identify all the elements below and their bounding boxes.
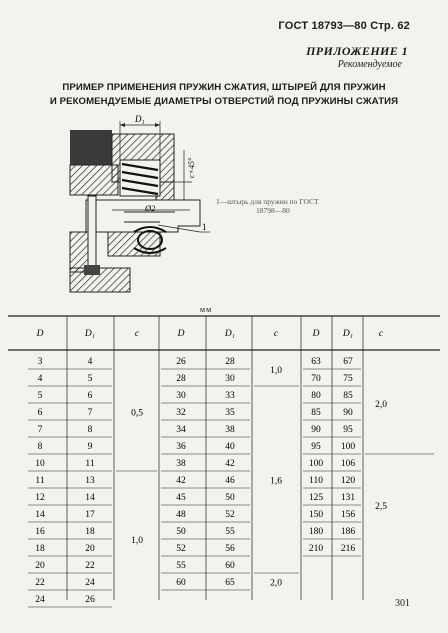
cell-d: 7	[37, 425, 43, 435]
dim-pin-label: Ø2	[145, 203, 156, 213]
cell-d1: 7	[87, 408, 93, 418]
chamfer-label: c×45°	[187, 157, 196, 178]
cell-d1: 90	[343, 408, 353, 418]
cell-d1: 35	[225, 408, 235, 418]
table-header-cell: D₁	[84, 329, 96, 339]
table-header-cell: c	[378, 329, 384, 339]
cell-d1: 40	[225, 442, 235, 452]
cell-d: 22	[35, 578, 45, 588]
cell-d: 28	[176, 374, 186, 384]
cell-c: 1,0	[270, 366, 282, 376]
cell-c: 1,6	[270, 476, 282, 487]
cell-d1: 33	[225, 391, 235, 401]
cell-d: 125	[308, 493, 324, 503]
cell-d: 95	[311, 442, 321, 452]
cell-d1: 20	[85, 544, 95, 554]
table-header-cell: D	[177, 329, 185, 339]
cell-d: 20	[35, 561, 45, 571]
cell-d: 45	[176, 493, 186, 503]
cell-d: 80	[311, 391, 321, 401]
cell-d: 52	[176, 544, 186, 554]
cell-d1: 8	[87, 425, 93, 435]
cell-d: 34	[176, 425, 186, 435]
cell-d1: 5	[87, 374, 93, 384]
cell-d: 210	[308, 544, 324, 554]
cell-d1: 6	[87, 391, 93, 401]
cell-d1: 65	[225, 578, 235, 588]
cell-d: 32	[176, 408, 186, 418]
cell-d: 26	[176, 357, 186, 367]
cell-d: 63	[311, 357, 321, 367]
cell-d1: 120	[340, 476, 356, 486]
cell-d1: 13	[85, 476, 95, 486]
cell-d1: 50	[225, 493, 235, 503]
cell-d: 36	[176, 442, 186, 452]
cell-d1: 11	[85, 459, 95, 469]
cell-d1: 216	[340, 544, 356, 554]
cell-d: 12	[35, 493, 45, 503]
callout-note-line-1: 1—штырь для пружин по ГОСТ	[216, 197, 319, 206]
cell-c: 2,0	[270, 578, 282, 589]
cell-d1: 30	[225, 374, 235, 384]
appendix-subtitle: Рекомендуемое	[337, 59, 402, 70]
title-line-1: ПРИМЕР ПРИМЕНЕНИЯ ПРУЖИН СЖАТИЯ, ШТЫРЕЙ ДЛЯ ПРУЖИН	[62, 82, 386, 93]
cell-d: 85	[311, 408, 321, 418]
cell-d: 180	[308, 527, 324, 537]
cell-d: 55	[176, 561, 186, 571]
cell-d: 10	[35, 459, 45, 469]
cell-d1: 4	[87, 357, 93, 367]
cell-d: 18	[35, 544, 45, 554]
cell-d: 38	[176, 459, 186, 469]
cell-d1: 52	[225, 510, 235, 520]
cell-d1: 22	[85, 561, 95, 571]
table-grid	[8, 316, 440, 607]
cell-d1: 60	[225, 561, 235, 571]
table-header-cell: D₁	[342, 329, 354, 339]
cell-d1: 95	[343, 425, 353, 435]
header-standard: ГОСТ 18793—80 Стр. 62	[278, 20, 410, 32]
callout-number: 1	[202, 222, 207, 232]
cell-c: 1,0	[131, 536, 143, 546]
cell-d: 24	[35, 595, 45, 605]
cell-d1: 24	[85, 578, 95, 588]
cell-d: 11	[35, 476, 45, 486]
cell-d: 50	[176, 527, 186, 537]
cell-d1: 85	[343, 391, 353, 401]
cell-d1: 9	[87, 442, 93, 452]
cell-d: 4	[37, 374, 43, 384]
table-cells	[35, 329, 387, 605]
cell-d: 60	[176, 578, 186, 588]
table-header-cell: c	[134, 329, 140, 339]
cell-d: 90	[311, 425, 321, 435]
cell-d1: 14	[85, 493, 95, 503]
cell-d: 30	[176, 391, 186, 401]
table-header-cell: c	[273, 329, 279, 339]
cell-d: 16	[35, 527, 45, 537]
appendix-title: ПРИЛОЖЕНИЕ 1	[306, 44, 408, 58]
cell-d1: 186	[340, 527, 356, 537]
cell-d1: 26	[85, 595, 95, 605]
cell-d1: 17	[85, 510, 95, 520]
cell-d1: 75	[343, 374, 353, 384]
cell-c: 2,0	[375, 400, 387, 410]
cell-d: 5	[37, 391, 43, 401]
cell-d1: 18	[85, 527, 95, 537]
title-line-2: И РЕКОМЕНДУЕМЫЕ ДИАМЕТРЫ ОТВЕРСТИЙ ПОД ПРУЖИНЫ СЖАТИЯ	[49, 96, 399, 107]
cell-d: 14	[35, 510, 45, 520]
table-header-cell: D₁	[224, 329, 236, 339]
table-header-cell: D	[36, 329, 44, 339]
dim-d1-label: D₁	[135, 114, 145, 124]
cell-d: 48	[176, 510, 186, 520]
cell-d: 6	[37, 408, 43, 418]
cell-d: 8	[37, 442, 43, 452]
cell-d: 100	[308, 459, 324, 469]
cell-d: 150	[308, 510, 324, 520]
cell-c: 2,5	[375, 502, 387, 512]
cell-d1: 100	[340, 442, 356, 452]
cell-d: 42	[176, 476, 186, 486]
cell-d1: 67	[343, 357, 353, 367]
unit-label: мм	[200, 305, 213, 314]
cell-d: 110	[309, 476, 323, 486]
cell-c: 0,5	[131, 408, 143, 419]
cell-d1: 156	[340, 510, 356, 520]
cell-d1: 42	[225, 459, 235, 469]
cell-d1: 56	[225, 544, 235, 554]
cell-d1: 46	[225, 476, 235, 486]
cell-d: 3	[37, 357, 43, 367]
callout-note-line-2: 18798—80	[256, 206, 290, 215]
cell-d1: 38	[225, 425, 235, 435]
page-number: 301	[395, 598, 410, 609]
cell-d1: 28	[225, 357, 235, 367]
table-header-cell: D	[312, 329, 320, 339]
cell-d1: 55	[225, 527, 235, 537]
cell-d: 70	[311, 374, 321, 384]
cell-d1: 131	[340, 493, 356, 503]
cell-d1: 106	[340, 459, 356, 469]
